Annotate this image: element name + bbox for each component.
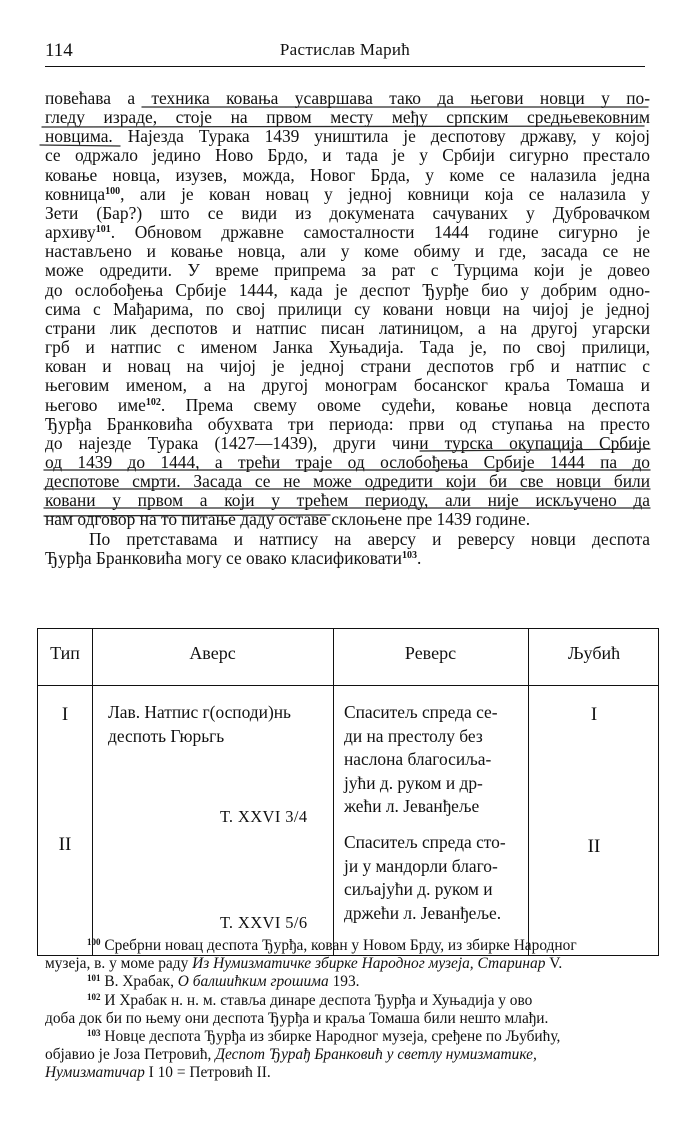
body-text bbox=[45, 89, 650, 568]
row-2-ljubic: II bbox=[587, 836, 601, 857]
row-1-type: I bbox=[61, 704, 69, 725]
footnote-101: $^{101}$ В. Храбак, О балшићким грошима 193. bbox=[87, 973, 360, 991]
text-line: се одржало једино Ново Брдо, и тада је у Србији сигурно престало bbox=[45, 145, 650, 166]
footnote-number: 100 bbox=[87, 937, 101, 947]
text-line: Ђурђа Бранковића обухвата три периода: први од ступања на престо bbox=[45, 413, 650, 434]
text-line: кован и новац на чијој је једној страни деспотов грб и натпис с bbox=[45, 356, 650, 377]
footnote-102: $^{102}$ И Храбак н. н. м. ставља динаре деспота Ђурђа и Хуњадија у ово доба док би по њему они деспота Ђурђа и краља Томаша били нешто млађи. bbox=[45, 991, 549, 1027]
text-line: настављено и ковање новца, али у коме обиму и где, засада се не bbox=[45, 241, 650, 262]
footnote-ref: 102 bbox=[145, 396, 161, 408]
row-2-type: II bbox=[58, 834, 72, 855]
row-2-plate: Т. XXVI 5/6 bbox=[220, 913, 308, 932]
text-line: његовим именом, а на другој монограм босанског краља Томаша и bbox=[45, 375, 650, 396]
text-line: ковница$^{100}$, али је кован новац у једној ковници која се налазила у bbox=[45, 183, 650, 204]
page-number: 114 bbox=[45, 40, 73, 61]
column-header-obverse: Аверс bbox=[189, 643, 236, 663]
footnote-103: $^{103}$ Новце деспота Ђурђа из збирке Народног музеја, сређене по Љубићу, објавио је Јоза Петровић, Деспот Ђурађ Бранковић у светлу нумизматике, Нумизматичар I 10 = Петровић II. bbox=[45, 1028, 561, 1082]
column-header-type: Тип bbox=[50, 643, 80, 663]
text-line: гледу израде, стоје на првом месту међу српским средњевековним bbox=[45, 107, 650, 128]
running-title: Растислав Марић bbox=[279, 40, 411, 59]
header-rule bbox=[45, 66, 645, 67]
text-line: страни лик деспотов и натпис писан латиницом, а на другој угарски bbox=[45, 317, 650, 338]
footnote-ref: 103 bbox=[401, 549, 417, 561]
text-line: повећава а техника ковања усавршава тако да његови новци у по- bbox=[45, 88, 650, 108]
column-divider bbox=[333, 629, 334, 955]
page-header bbox=[45, 40, 645, 68]
footnote-number: 101 bbox=[87, 973, 101, 984]
text-line: његово име$^{102}$. Према свему овоме судећи, ковање новца деспота bbox=[45, 394, 650, 415]
text-line: По претставама и натпису на аверсу и реверсу новци деспота bbox=[89, 528, 650, 549]
footnotes bbox=[45, 937, 650, 1083]
column-header-ljubic: Љубић bbox=[567, 643, 621, 663]
column-header-reverse: Реверс bbox=[404, 643, 457, 663]
footnote-ref: 101 bbox=[95, 224, 111, 236]
footnote-number: 102 bbox=[87, 991, 101, 1002]
footnote-100: $^{100}$ Сребрни новац деспота Ђурђа, кован у Новом Брду, из збирке Народног музеја, в. у моме раду Из Нумизматичке збирке Народног музеја, Старинар V. bbox=[45, 937, 577, 973]
coin-classification-table bbox=[37, 628, 659, 956]
text-line: Зети (Бар?) што се види из докумената сачуваних у Дубровачком bbox=[45, 202, 650, 223]
text-line: Ђурђа Бранковића могу се овако класификовати$^{103}$. bbox=[45, 547, 422, 568]
row-1-obverse: Лав. Натпис г(осподи)нь деспоть Гюрьгь bbox=[108, 702, 291, 746]
text-line: ковани у првом а који у трећем периоду, али није искључено да bbox=[45, 490, 650, 511]
text-line: грб и натпис с именом Јанка Хуњадија. Тада је, по свој прилици, bbox=[45, 337, 650, 358]
text-line: деспотове смрти. Засада се не може одредити који би све новци били bbox=[45, 471, 650, 492]
column-divider bbox=[92, 629, 93, 955]
text-line: нам одговор на то питање даду оставе склоњене пре 1439 године. bbox=[45, 509, 531, 530]
text-line: од 1439 до 1444, а трећи траје од ослобођења Србије 1444 па до bbox=[45, 451, 650, 472]
text-line: новцима. Најезда Турака 1439 уништила је деспотову државу, у којој bbox=[45, 126, 650, 147]
row-1-ljubic: I bbox=[590, 704, 598, 725]
row-1-reverse: Спаситељ спреда се- ди на престолу без наслона благосиља- јући д. руком и др- жећи л. Јеванђеље bbox=[344, 702, 498, 816]
text-line: архиву$^{101}$. Обновом државне самосталности 1444 године сигурно је bbox=[45, 222, 650, 243]
text-line: ковање новца, изузев, можда, Новог Брда, у коме се налазила једна bbox=[45, 164, 650, 185]
footnote-number: 103 bbox=[87, 1028, 101, 1039]
row-1-plate: Т. XXVI 3/4 bbox=[220, 807, 308, 826]
footnote-ref: 100 bbox=[105, 185, 121, 197]
header-divider bbox=[38, 685, 658, 686]
text-line: може одредити. У време припрема за рат с Турцима који је довео bbox=[45, 260, 650, 281]
column-divider bbox=[528, 629, 529, 955]
row-2-reverse: Спаситељ спреда сто- ји у мандорли благо- сиљајући д. руком и држећи л. Јеванђеље. bbox=[344, 832, 506, 923]
text-line: сима с Мађарима, по свој прилици су ковани новци на чијој је једној bbox=[45, 298, 650, 319]
text-line: до ослобођења Србије 1444, када је деспот Ђурђе био у добрим одно- bbox=[45, 279, 650, 300]
text-line: до најезде Турака (1427—1439), други чини турска окупација Србије bbox=[45, 432, 650, 453]
